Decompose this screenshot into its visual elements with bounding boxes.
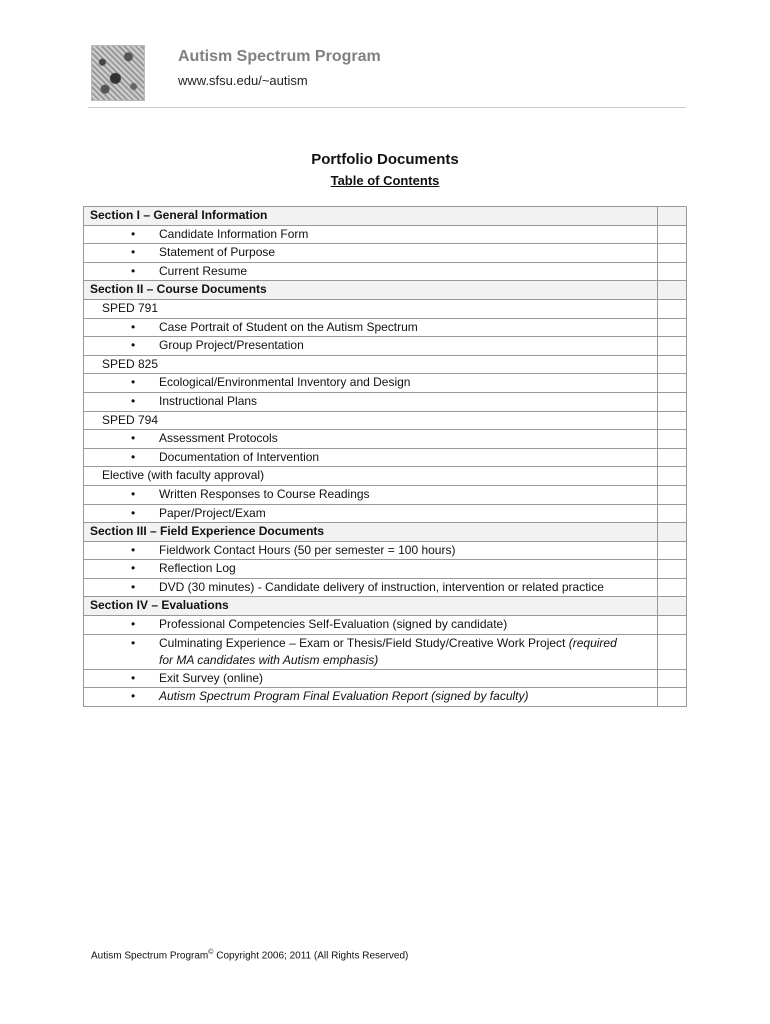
bullet-icon: •: [131, 449, 136, 464]
checklist-cell: [658, 262, 687, 281]
checklist-cell: [658, 337, 687, 356]
toc-row: [84, 578, 687, 597]
toc-item-label: Current Resume: [159, 263, 248, 278]
footer: [91, 949, 408, 961]
toc-item-label: Assessment Protocols: [159, 431, 278, 446]
bullet-icon: •: [131, 542, 136, 557]
bullet-icon: •: [131, 617, 136, 632]
toc-item: [84, 337, 658, 356]
toc-item-label: Written Responses to Course Readings: [159, 486, 370, 501]
checklist-cell: [658, 616, 687, 635]
toc-item-label: Candidate Information Form: [159, 226, 309, 241]
toc-row: [84, 485, 687, 504]
toc-row: [84, 448, 687, 467]
toc-item: [84, 430, 658, 449]
footer-copyright: Copyright 2006; 2011 (All Rights Reserved): [213, 950, 409, 962]
checklist-cell: [658, 448, 687, 467]
toc-item: [84, 688, 658, 707]
toc-item-label: Section IV – Evaluations: [90, 598, 229, 613]
toc-row: [84, 392, 687, 411]
bullet-icon: •: [131, 505, 136, 520]
toc-item: [84, 244, 658, 263]
toc-row: [84, 244, 687, 263]
toc-item-label: Section II – Course Documents: [90, 282, 267, 297]
toc-item-label: Group Project/Presentation: [159, 338, 304, 353]
bullet-icon: •: [131, 375, 136, 390]
toc-item-label: Case Portrait of Student on the Autism Spectrum: [159, 319, 418, 334]
toc-row: [84, 299, 687, 318]
checklist-cell: [658, 485, 687, 504]
toc-row: [84, 669, 687, 688]
toc-table: [83, 206, 687, 707]
toc-item: [84, 225, 658, 244]
bullet-icon: •: [131, 263, 136, 278]
bullet-icon: •: [131, 226, 136, 241]
toc-item-label: DVD (30 minutes) - Candidate delivery of instruction, intervention or related practice: [159, 579, 604, 594]
bullet-icon: •: [131, 393, 136, 408]
toc-item-label: Paper/Project/Exam: [159, 505, 266, 520]
toc-body: [84, 207, 687, 707]
bullet-icon: •: [131, 670, 136, 685]
toc-row: [84, 337, 687, 356]
checklist-cell: [658, 244, 687, 263]
toc-item-label: SPED 825: [102, 356, 159, 371]
toc-row: [84, 411, 687, 430]
toc-row: [84, 355, 687, 374]
checklist-cell: [658, 523, 687, 542]
toc-row: [84, 467, 687, 486]
toc-item: [84, 504, 658, 523]
bullet-icon: •: [131, 561, 136, 576]
toc-item: [84, 541, 658, 560]
toc-item-label: Documentation of Intervention: [159, 449, 320, 464]
toc-course-heading: [84, 411, 658, 430]
bullet-icon: •: [131, 338, 136, 353]
toc-item: [84, 669, 658, 688]
toc-section-heading: [84, 281, 658, 300]
bullet-icon: •: [131, 689, 136, 704]
toc-item-label: Fieldwork Contact Hours (50 per semester = 100 hours): [159, 542, 456, 557]
toc-item-label: SPED 791: [102, 300, 159, 315]
bullet-icon: •: [131, 431, 136, 446]
toc-row: [84, 634, 687, 669]
checklist-cell: [658, 430, 687, 449]
toc-course-heading: [84, 355, 658, 374]
header-divider: [88, 107, 686, 108]
toc-row: [84, 225, 687, 244]
checklist-cell: [658, 541, 687, 560]
toc-item-label: SPED 794: [102, 412, 159, 427]
toc-item: [84, 318, 658, 337]
checklist-cell: [658, 634, 687, 669]
toc-item-label: Instructional Plans: [159, 393, 258, 408]
checklist-cell: [658, 225, 687, 244]
checklist-cell: [658, 597, 687, 616]
checklist-cell: [658, 374, 687, 393]
checklist-cell: [658, 504, 687, 523]
document-title: Portfolio Documents: [311, 151, 459, 168]
org-url: www.sfsu.edu/~autism: [178, 73, 308, 88]
document-subtitle: Table of Contents: [330, 173, 440, 188]
bullet-icon: •: [131, 579, 136, 594]
footer-program: Autism Spectrum Program: [91, 950, 209, 962]
toc-item-label: Statement of Purpose: [159, 245, 276, 260]
toc-row: [84, 541, 687, 560]
toc-item: [84, 374, 658, 393]
checklist-cell: [658, 281, 687, 300]
checklist-cell: [658, 578, 687, 597]
toc-course-heading: [84, 299, 658, 318]
toc-item-label: Culminating Experience – Exam or Thesis/Field Study/Creative Work Project: [159, 635, 566, 650]
toc-section-heading: [84, 523, 658, 542]
bullet-icon: •: [131, 319, 136, 334]
toc-row: [84, 430, 687, 449]
toc-item-label: Section I – General Information: [90, 208, 268, 222]
bullet-icon: •: [131, 635, 136, 650]
toc-item-label: Ecological/Environmental Inventory and Design: [159, 375, 411, 390]
checklist-cell: [658, 560, 687, 579]
toc-section-heading: [84, 597, 658, 616]
toc-item: [84, 560, 658, 579]
checklist-cell: [658, 355, 687, 374]
bullet-icon: •: [131, 245, 136, 260]
toc-item-note-continued: for MA candidates with Autism emphasis): [159, 652, 379, 667]
checklist-cell: [658, 467, 687, 486]
toc-item-label: Section III – Field Experience Documents: [90, 524, 325, 539]
toc-row: [84, 262, 687, 281]
toc-item-note: (required: [568, 635, 617, 650]
checklist-cell: [658, 299, 687, 318]
toc-row: [84, 616, 687, 635]
checklist-cell: [658, 688, 687, 707]
toc-item: [84, 485, 658, 504]
bullet-icon: •: [131, 486, 136, 501]
org-title: Autism Spectrum Program: [178, 48, 381, 65]
toc-row: [84, 688, 687, 707]
toc-row: [84, 560, 687, 579]
toc-item: [84, 578, 658, 597]
checklist-cell: [658, 392, 687, 411]
toc-item: [84, 392, 658, 411]
checklist-cell: [658, 411, 687, 430]
toc-row: [84, 374, 687, 393]
toc-item-label: Reflection Log: [159, 561, 236, 576]
toc-row: [84, 207, 687, 226]
toc-row: [84, 597, 687, 616]
toc-row: [84, 523, 687, 542]
toc-item: [84, 448, 658, 467]
toc-course-heading: [84, 467, 658, 486]
toc-item-label: Elective (with faculty approval): [102, 468, 265, 483]
toc-item-label: Professional Competencies Self-Evaluation (signed by candidate): [159, 617, 508, 632]
toc-item: [84, 616, 658, 635]
toc-item-label: Autism Spectrum Program Final Evaluation Report (signed by faculty): [159, 689, 529, 704]
toc-item: [84, 634, 658, 669]
toc-row: [84, 281, 687, 300]
copyright-symbol: ©: [208, 949, 214, 956]
program-logo: [91, 45, 145, 101]
toc-row: [84, 504, 687, 523]
checklist-cell: [658, 207, 687, 226]
toc-row: [84, 318, 687, 337]
toc-item-label: Exit Survey (online): [159, 670, 264, 685]
toc-section-heading: [84, 207, 658, 226]
checklist-cell: [658, 669, 687, 688]
toc-item: [84, 262, 658, 281]
checklist-cell: [658, 318, 687, 337]
